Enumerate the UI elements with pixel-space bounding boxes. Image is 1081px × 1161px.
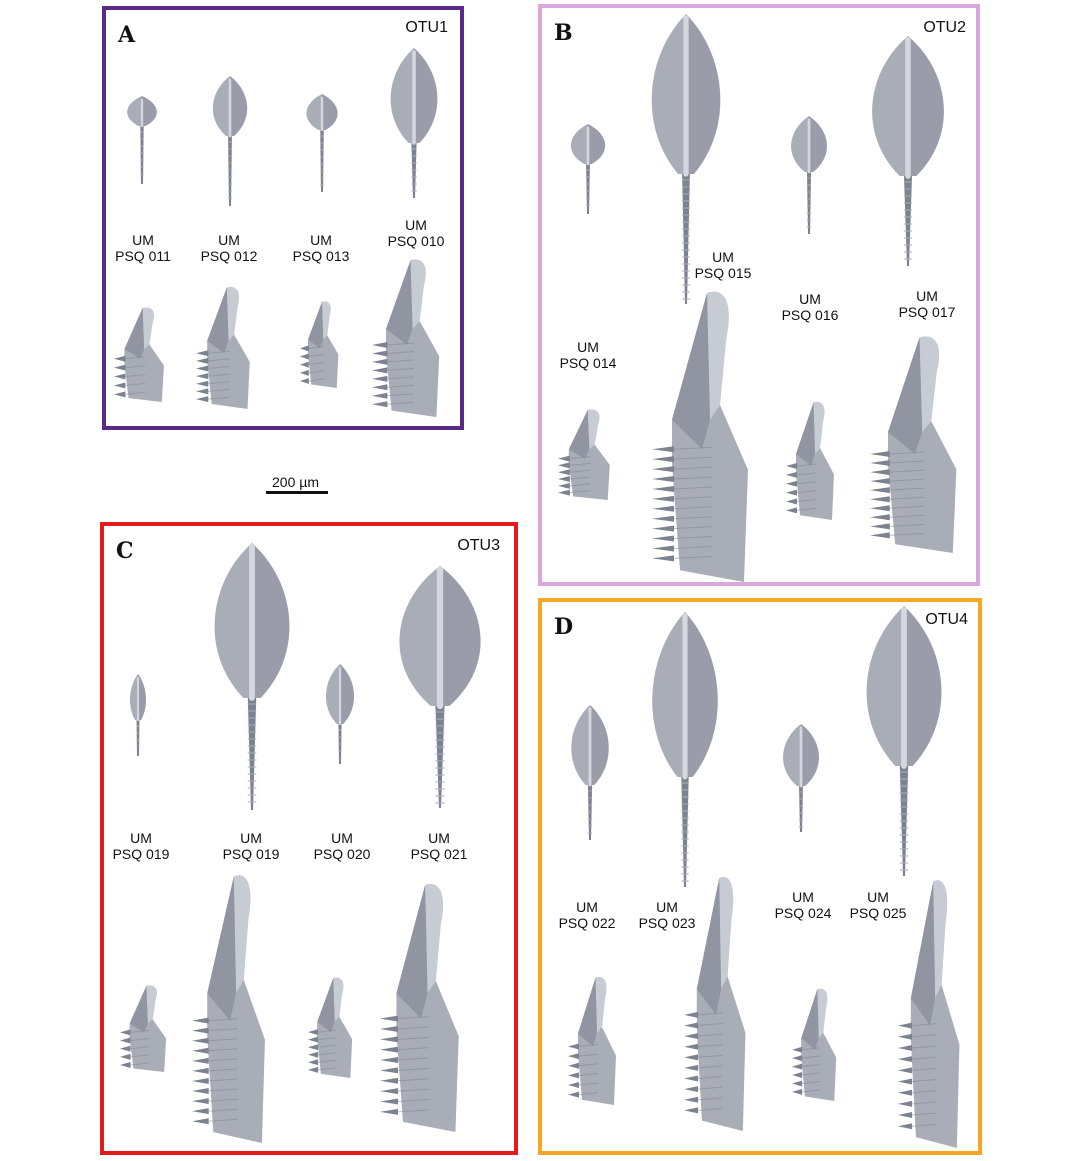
platform-element-image (382, 560, 498, 814)
platform-element-image (560, 118, 616, 220)
specimen-label: UM PSQ 014 (559, 339, 617, 371)
specimen-label: UM PSQ 021 (410, 830, 468, 862)
platform-element-image (856, 30, 960, 272)
panel-otu-label: OTU2 (923, 19, 966, 36)
platform-element-image (637, 606, 733, 893)
ramiform-element-image (786, 400, 836, 520)
specimen-label: UM PSQ 023 (638, 899, 696, 931)
panel-letter: A (118, 22, 136, 48)
platform-element-image (296, 88, 348, 198)
platform-element-image (850, 600, 958, 882)
specimen-label: UM PSQ 019 (112, 830, 170, 862)
specimen-label: UM PSQ 019 (222, 830, 280, 862)
panel-letter: C (116, 538, 134, 564)
specimen-label: UM PSQ 011 (115, 232, 171, 264)
platform-element-image (560, 699, 620, 846)
ramiform-element-image (684, 873, 748, 1131)
ramiform-element-image (372, 257, 442, 417)
panel-otu-label: OTU4 (925, 611, 968, 628)
scale-bar-label: 200 µm (272, 474, 319, 490)
platform-element-image (636, 8, 736, 310)
specimen-label: UM PSQ 020 (313, 830, 371, 862)
ramiform-element-image (192, 871, 268, 1143)
ramiform-element-image (568, 975, 618, 1105)
ramiform-element-image (300, 300, 340, 388)
specimen-label: UM PSQ 013 (292, 232, 350, 264)
specimen-label: UM PSQ 010 (387, 217, 445, 249)
panel-otu-label: OTU3 (457, 537, 500, 554)
panel-letter: D (554, 614, 574, 640)
platform-element-image (378, 42, 450, 204)
ramiform-element-image (114, 306, 166, 402)
specimen-label: UM PSQ 025 (849, 889, 907, 921)
panel-letter: B (554, 20, 573, 46)
ramiform-element-image (558, 408, 612, 500)
scale-bar (266, 474, 328, 496)
specimen-label: UM PSQ 017 (898, 288, 956, 320)
ramiform-element-image (308, 976, 354, 1078)
specimen-label: UM PSQ 012 (200, 232, 258, 264)
scale-bar-line (266, 491, 328, 494)
platform-element-image (780, 110, 838, 240)
platform-element-image (772, 718, 830, 838)
platform-element-image (316, 658, 364, 770)
ramiform-element-image (898, 876, 962, 1148)
ramiform-element-image (652, 287, 752, 582)
ramiform-element-image (196, 285, 252, 409)
specimen-label: UM PSQ 016 (781, 291, 839, 323)
panel-otu-label: OTU1 (405, 19, 448, 36)
specimen-label: UM PSQ 022 (558, 899, 616, 931)
platform-element-image (117, 90, 167, 190)
ramiform-element-image (120, 984, 168, 1072)
specimen-label: UM PSQ 024 (774, 889, 832, 921)
ramiform-element-image (870, 333, 960, 553)
ramiform-element-image (380, 880, 462, 1132)
ramiform-element-image (792, 987, 838, 1101)
specimen-label: UM PSQ 015 (694, 249, 752, 281)
platform-element-image (202, 70, 258, 212)
platform-element-image (198, 537, 306, 816)
platform-element-image (122, 668, 154, 762)
